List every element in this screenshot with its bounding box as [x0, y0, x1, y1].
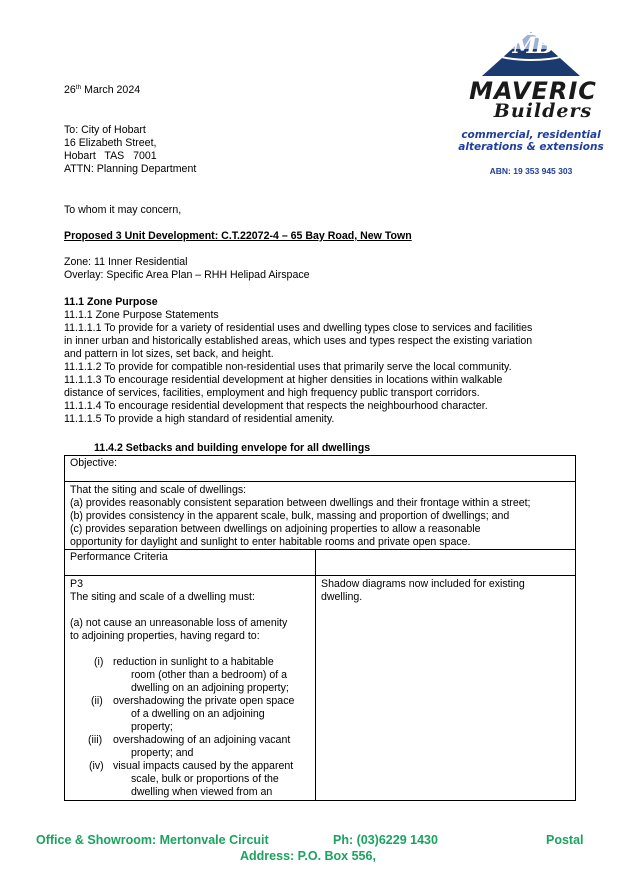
logo-abn: ABN: 19 353 945 303 — [489, 166, 573, 176]
item-line: room (other than a bedroom) of a — [131, 669, 288, 681]
zone-purpose-section — [64, 296, 584, 426]
address-line: Hobart TAS 7001 — [64, 150, 157, 162]
objective-text — [70, 484, 571, 549]
objective-line: opportunity for daylight and sunlight to enter habitable rooms and private open space. — [70, 536, 471, 548]
list-item — [90, 734, 311, 760]
table-cell — [64, 575, 316, 801]
address-line: To: City of Hobart — [64, 124, 146, 136]
logo-monogram: MB — [512, 33, 552, 59]
date-day: 26 — [64, 84, 76, 96]
purpose-line: 11.1.1.2 To provide for compatible non-residential uses that primarily serve the local community. — [64, 361, 512, 373]
item-line: property; and — [131, 747, 194, 759]
table-cell — [315, 575, 576, 801]
salutation: To whom it may concern, — [64, 204, 182, 216]
item-line: overshadowing of an adjoining vacant — [113, 734, 291, 746]
footer-office: Office & Showroom: Mertonvale Circuit — [36, 833, 269, 847]
table-row — [64, 481, 576, 550]
item-line: of a dwelling on an adjoining — [131, 708, 265, 720]
p3-a-line: (a) not cause an unreasonable loss of amenity — [70, 617, 288, 629]
purpose-line: 11.1.1.1 To provide for a variety of residential uses and dwelling types close to services and facilities — [64, 322, 533, 334]
list-item — [90, 656, 311, 695]
logo-name-line2: Builders — [493, 100, 593, 122]
table-cell — [315, 549, 576, 576]
performance-label: Performance Criteria — [70, 551, 168, 563]
subject-line: Proposed 3 Unit Development: C.T.22072-4 – 65 Bay Road, New Town — [64, 230, 412, 242]
purpose-line: 11.1.1.5 To provide a high standard of residential amenity. — [64, 413, 335, 425]
response-text — [321, 578, 571, 604]
date-rest: March 2024 — [81, 84, 141, 96]
item-line: property; — [131, 721, 173, 733]
logo-tagline-2: alterations & extensions — [458, 141, 604, 153]
objective-line: That the siting and scale of dwellings: — [70, 484, 247, 496]
setbacks-table — [64, 455, 576, 801]
purpose-line: in inner urban and historically established areas, which uses and types respect the existing variation — [64, 335, 533, 347]
overlay-line: Overlay: Specific Area Plan – RHH Helipad Airspace — [64, 269, 310, 281]
zone-line: Zone: 11 Inner Residential — [64, 256, 188, 268]
recipient-address — [64, 124, 196, 176]
logo-tagline-1: commercial, residential — [461, 129, 601, 141]
company-logo — [452, 12, 610, 176]
objective-line: (b) provides consistency in the apparent scale, bulk, massing and proportion of dwellings; and — [70, 510, 510, 522]
footer-address: Address: P.O. Box 556, — [240, 849, 376, 863]
table-cell — [64, 549, 316, 576]
objective-line: (c) provides separation between dwellings on adjoining properties to allow a reasonable — [70, 523, 481, 535]
item-line: scale, bulk or proportions of the — [131, 773, 279, 785]
item-line: reduction in sunlight to a habitable — [113, 656, 274, 668]
footer-phone: Ph: (03)6229 1430 — [333, 833, 438, 847]
blank-line — [70, 643, 311, 656]
address-line: 16 Elizabeth Street, — [64, 137, 157, 149]
list-item — [90, 760, 311, 799]
item-line: overshadowing the private open space — [113, 695, 295, 707]
item-line: visual impacts caused by the apparent — [113, 760, 294, 772]
date-suffix: th — [75, 84, 82, 91]
list-item — [90, 695, 311, 734]
table-heading: 11.4.2 Setbacks and building envelope for all dwellings — [94, 442, 371, 454]
item-line: dwelling when viewed from an — [131, 786, 273, 798]
section-heading: 11.1 Zone Purpose — [64, 296, 158, 308]
item-number: (iii) — [88, 734, 103, 746]
objective-line: (a) provides reasonably consistent separation between dwellings and their frontage within a street; — [70, 497, 531, 509]
logo-name-line1: MAVERIC — [469, 77, 597, 105]
purpose-line: 11.1.1.4 To encourage residential development that respects the neighbourhood character. — [64, 400, 488, 412]
item-number: (iv) — [89, 760, 104, 772]
letter-date — [64, 84, 140, 97]
p3-items — [90, 656, 311, 799]
address-line: ATTN: Planning Department — [64, 163, 197, 175]
item-number: (i) — [94, 656, 104, 668]
zone-info — [64, 256, 310, 282]
item-number: (ii) — [91, 695, 103, 707]
p3-label: P3 — [70, 578, 83, 590]
objective-label: Objective: — [70, 457, 118, 469]
response-line: dwelling. — [321, 591, 363, 603]
p3-a-line: to adjoining properties, having regard to: — [70, 630, 260, 642]
item-line: dwelling on an adjoining property; — [131, 682, 289, 694]
p3-criteria — [70, 578, 311, 799]
table-row — [64, 455, 576, 482]
purpose-line: and pattern in lot sizes, set back, and height. — [64, 348, 274, 360]
p3-intro: The siting and scale of a dwelling must: — [70, 591, 255, 603]
purpose-line: distance of services, facilities, employment and high frequency public transport corridors. — [64, 387, 480, 399]
purpose-line: 11.1.1.3 To encourage residential development at higher densities in locations within walkable — [64, 374, 503, 386]
purpose-line: 11.1.1 Zone Purpose Statements — [64, 309, 219, 321]
blank-line — [70, 604, 311, 617]
response-line: Shadow diagrams now included for existing — [321, 578, 525, 590]
footer-postal: Postal — [546, 833, 584, 847]
